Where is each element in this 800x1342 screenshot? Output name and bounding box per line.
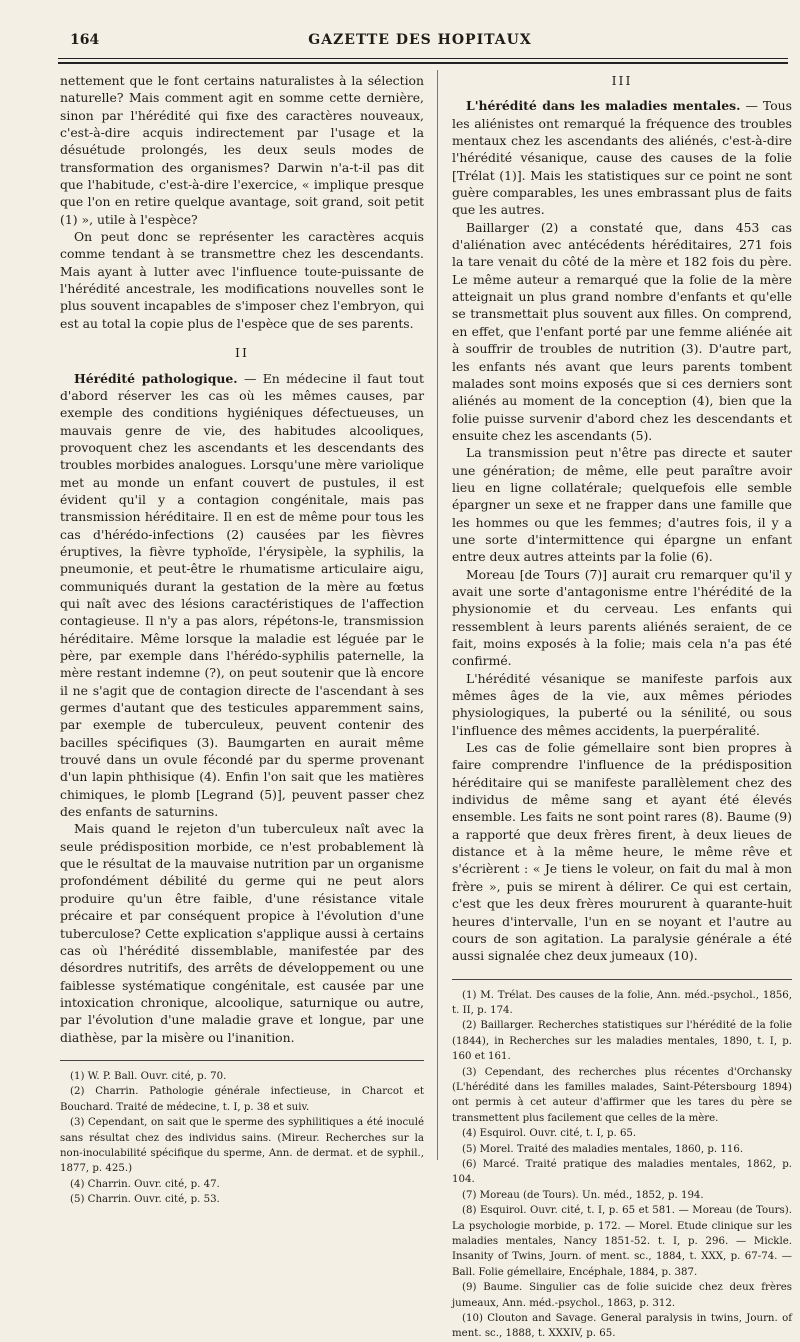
footnote: (2) Baillarger. Recherches statistiques sur l'hérédité de la folie (1844), in Recherches sur les maladies mentales, 1890, t. I, p. 160 et 161.: [452, 1020, 792, 1063]
footnote: (9) Baume. Singulier cas de folie suicide chez deux frères jumeaux, Ann. méd.-psychol., 1863, p. 312.: [452, 1282, 792, 1309]
footnote: (5) Morel. Traité des maladies mentales, 1860, p. 116.: [462, 1143, 744, 1155]
paragraph: nettement que le font certains naturalistes à la sélection naturelle? Mais comment agit en somme cette dernière, sinon par l'hérédité qui fixe des caractères nouveaux, c'est-à-dire acquis indirectement par l'usage et la désuétude prolongés, les deux seuls modes de transformation des organismes? Darwin n'a-t-il pas dit que l'habitude, c'est-à-dire l'exercice, « implique presque que l'on en retire quelque avantage, soit grand, soit petit (1) », utile à l'espèce?: [60, 73, 424, 227]
paragraph-text: — Tous les aliénistes ont remarqué la fréquence des troubles mentaux chez les ascendants des aliénés, c'est-à-dire l'hérédité vésanique, cause des causes de la folie [Trélat (1)]. Mais les statistiques sur ce point ne sont guère comparables, les unes embrassant plus de faits que les autres.: [452, 98, 792, 218]
footnote: (1) M. Trélat. Des causes de la folie, Ann. méd.-psychol., 1856, t. II, p. 174.: [452, 989, 792, 1016]
section-heading: Hérédité pathologique.: [74, 370, 238, 386]
footnote: (1) W. P. Ball. Ouvr. cité, p. 70.: [70, 1070, 227, 1082]
paragraph: Moreau [de Tours (7)] aurait cru remarquer qu'il y avait une sorte d'antagonisme entre l'hérédité de la physionomie et du cerveau. Les enfants qui ressemblent à leurs parents aliénés seraient, de ce fait, moins exposés à la folie; mais cela n'a pas été confirmé.: [452, 566, 792, 669]
footnotes: [452, 988, 792, 1342]
paragraph: On peut donc se représenter les caractères acquis comme tendant à se transmettre chez les descendants. Mais ayant à lutter avec l'influence toute-puissante de l'hérédité ancestrale, les modifications nouvelles sont le plus souvent incapables de s'imposer chez l'embryon, qui est au total la copie plus de l'espèce que de ses parents.: [60, 229, 424, 331]
paragraph-text: — En médecine il faut tout d'abord réserver les cas où les mêmes causes, par exemple des conditions hygiéniques défectueuses, un mauvais genre de vie, des habitudes alcooliques, provoquent chez les ascendants et les descendants des troubles morbides analogues. Lorsqu'une mère variolique met au monde un enfant couvert de pustules, il est évident qu'il y a contagion congénitale, mais pas transmission héréditaire. Il en est de même pour tous les cas d'hérédo-infections (2) causées par les fièvres éruptives, la fièvre typhoïde, l'érysipèle, la syphilis, la pneumonie, et peut-être le rhumatisme articulaire aigu, communiqués durant la gestation de la mère au fœtus qui naît avec des lésions caractéristiques de l'affection contagieuse. Il n'y a pas alors, répétons-le, transmission héréditaire. Même lorsque la maladie est léguée par le père, par exemple dans l'hérédo-syphilis paternelle, la mère restant indemne (?), on peut soutenir que là encore il ne s'agit que de contagion directe de l'ascendant à ses germes d'autant que des testicules apparemment sains, par exemple de tuberculeux, peuvent contenir des bacilles spécifiques (3). Baumgarten en aurait même trouvé dans un ovule fécondé par du sperme provenant d'un lapin phthisique (4). Enfin l'on sait que les matières chimiques, le plomb [Legrand (5)], peuvent passer chez des enfants de saturnins.: [60, 370, 424, 820]
footnote: (5) Charrin. Ouvr. cité, p. 53.: [70, 1194, 220, 1206]
page-number: 164: [70, 32, 100, 48]
left-column: [60, 72, 424, 1208]
paragraph: Mais quand le rejeton d'un tuberculeux naît avec la seule prédisposition morbide, ce n'est probablement là que le résultat de la mauvaise nutrition par un organisme profondément débilité du germe qui ne peut alors produire qu'un être faible, d'une résistance vitale précaire et par conséquent propice à l'évolution d'une tuberculose? Cette explication s'applique aussi à certains cas où l'hérédité dissemblable, manifestée par des désordres nutritifs, des arrêts de développement ou une faiblesse systématique congénitale, est causée par une intoxication chronique, alcoolique, saturnique ou autre, par l'évolution d'une maladie grave et longue, par une diathèse, par la misère ou l'inanition.: [60, 821, 424, 1045]
footnote: (10) Clouton and Savage. General paralysis in twins, Journ. of ment. sc., 1888, t. XXXIV, p. 65.: [452, 1313, 792, 1340]
footnote: (4) Charrin. Ouvr. cité, p. 47.: [70, 1178, 220, 1190]
section-number: II: [235, 345, 249, 361]
footnote: (2) Charrin. Pathologie générale infectieuse, in Charcot et Bouchard. Traité de médecine, t. I, p. 38 et suiv.: [60, 1086, 424, 1113]
paragraph: [60, 370, 424, 821]
paragraph: La transmission peut n'être pas directe et sauter une génération; de même, elle peut paraître avoir lieu en ligne collatérale; quelquefois elle semble épargner un sexe et ne frapper dans une famille que les hommes ou que les femmes; d'autres fois, il y a une sorte d'intermittence qui épargne un enfant entre deux autres atteints par la folie (6).: [452, 445, 792, 565]
footnote: (7) Moreau (de Tours). Un. méd., 1852, p. 194.: [462, 1189, 704, 1201]
footnote: (3) Cependant, on sait que le sperme des syphilitiques a été inoculé sans résultat chez des individus sains. (Mireur. Recherches sur la non-inoculabilité spécifique du sperme, Ann. de dermat. et de syphil., 1877, p. 425.): [60, 1117, 424, 1175]
header-rule: [58, 58, 788, 59]
footnote: (6) Marcé. Traité pratique des maladies mentales, 1862, p. 104.: [452, 1159, 792, 1186]
section-heading: L'hérédité dans les maladies mentales.: [466, 98, 741, 114]
footnotes: [60, 1069, 424, 1208]
footnote: (4) Esquirol. Ouvr. cité, t. I, p. 65.: [462, 1128, 637, 1140]
column-divider: [437, 70, 438, 1160]
paragraph: Baillarger (2) a constaté que, dans 453 cas d'aliénation avec antécédents héréditaires, 271 fois la tare venait du côté de la mère et 182 fois du père. Le même auteur a remarqué que la folie de la mère atteignait un plus grand nombre d'enfants et qu'elle se transmettait plus souvent aux filles. On comprend, en effet, que l'enfant porté par une femme aliénée ait à souffrir de troubles de nutrition (3). D'autre part, les enfants nés avant que leurs parents tombent malades sont moins exposés que si ces derniers sont aliénés au moment de la conception (4), bien que la folie puisse survenir d'abord chez les descendants et ensuite chez les ascendants (5).: [452, 219, 792, 443]
footnote: (8) Esquirol. Ouvr. cité, t. I, p. 65 et 581. — Moreau (de Tours). La psychologie morbide, p. 172. — Morel. Etude clinique sur les maladies mentales, Nancy 1851-52. t. I, p. 296. — Mickle. Insanity of Twins, Journ. of ment. sc., 1884, t. XXX, p. 67-74. — Ball. Folie gémellaire, Encéphale, 1884, p. 387.: [452, 1205, 792, 1278]
paragraph: Les cas de folie gémellaire sont bien propres à faire comprendre l'influence de la prédisposition héréditaire qui se manifeste parallèlement chez des individus de même sang et ayant été élevés ensemble. Les faits ne sont point rares (8). Baume (9) a rapporté que deux frères firent, à deux lieues de distance et à la même heure, le même rêve et s'écrièrent : « Je tiens le voleur, on fait du mal à mon frère », puis se mirent à délirer. Ce qui est certain, c'est que les deux frères moururent à quarante-huit heures d'intervalle, l'un en se noyant et l'autre au cours de son agitation. La paralysie générale a été aussi signalée chez deux jumeaux (10).: [452, 740, 792, 964]
footnote-rule: [452, 979, 792, 980]
section-number: III: [611, 73, 633, 88]
journal-title: GAZETTE DES HOPITAUX: [308, 32, 532, 48]
footnote-rule: [60, 1060, 424, 1061]
right-column: [452, 72, 792, 1342]
paragraph: L'hérédité vésanique se manifeste parfois aux mêmes âges de la vie, aux mêmes périodes physiologiques, la puberté ou la sénilité, ou sous l'influence des mêmes accidents, la puerpéralité.: [452, 670, 792, 738]
paragraph: [452, 97, 792, 218]
page-header: [58, 30, 782, 52]
footnote: (3) Cependant, des recherches plus récentes d'Orchansky (L'hérédité dans les familles malades, Saint-Pétersbourg 1894) ont permis à cet auteur d'affirmer que les tares du père se transmettent plus facilement que celles de la mère.: [452, 1066, 792, 1124]
header-rule-thick: [58, 62, 788, 64]
